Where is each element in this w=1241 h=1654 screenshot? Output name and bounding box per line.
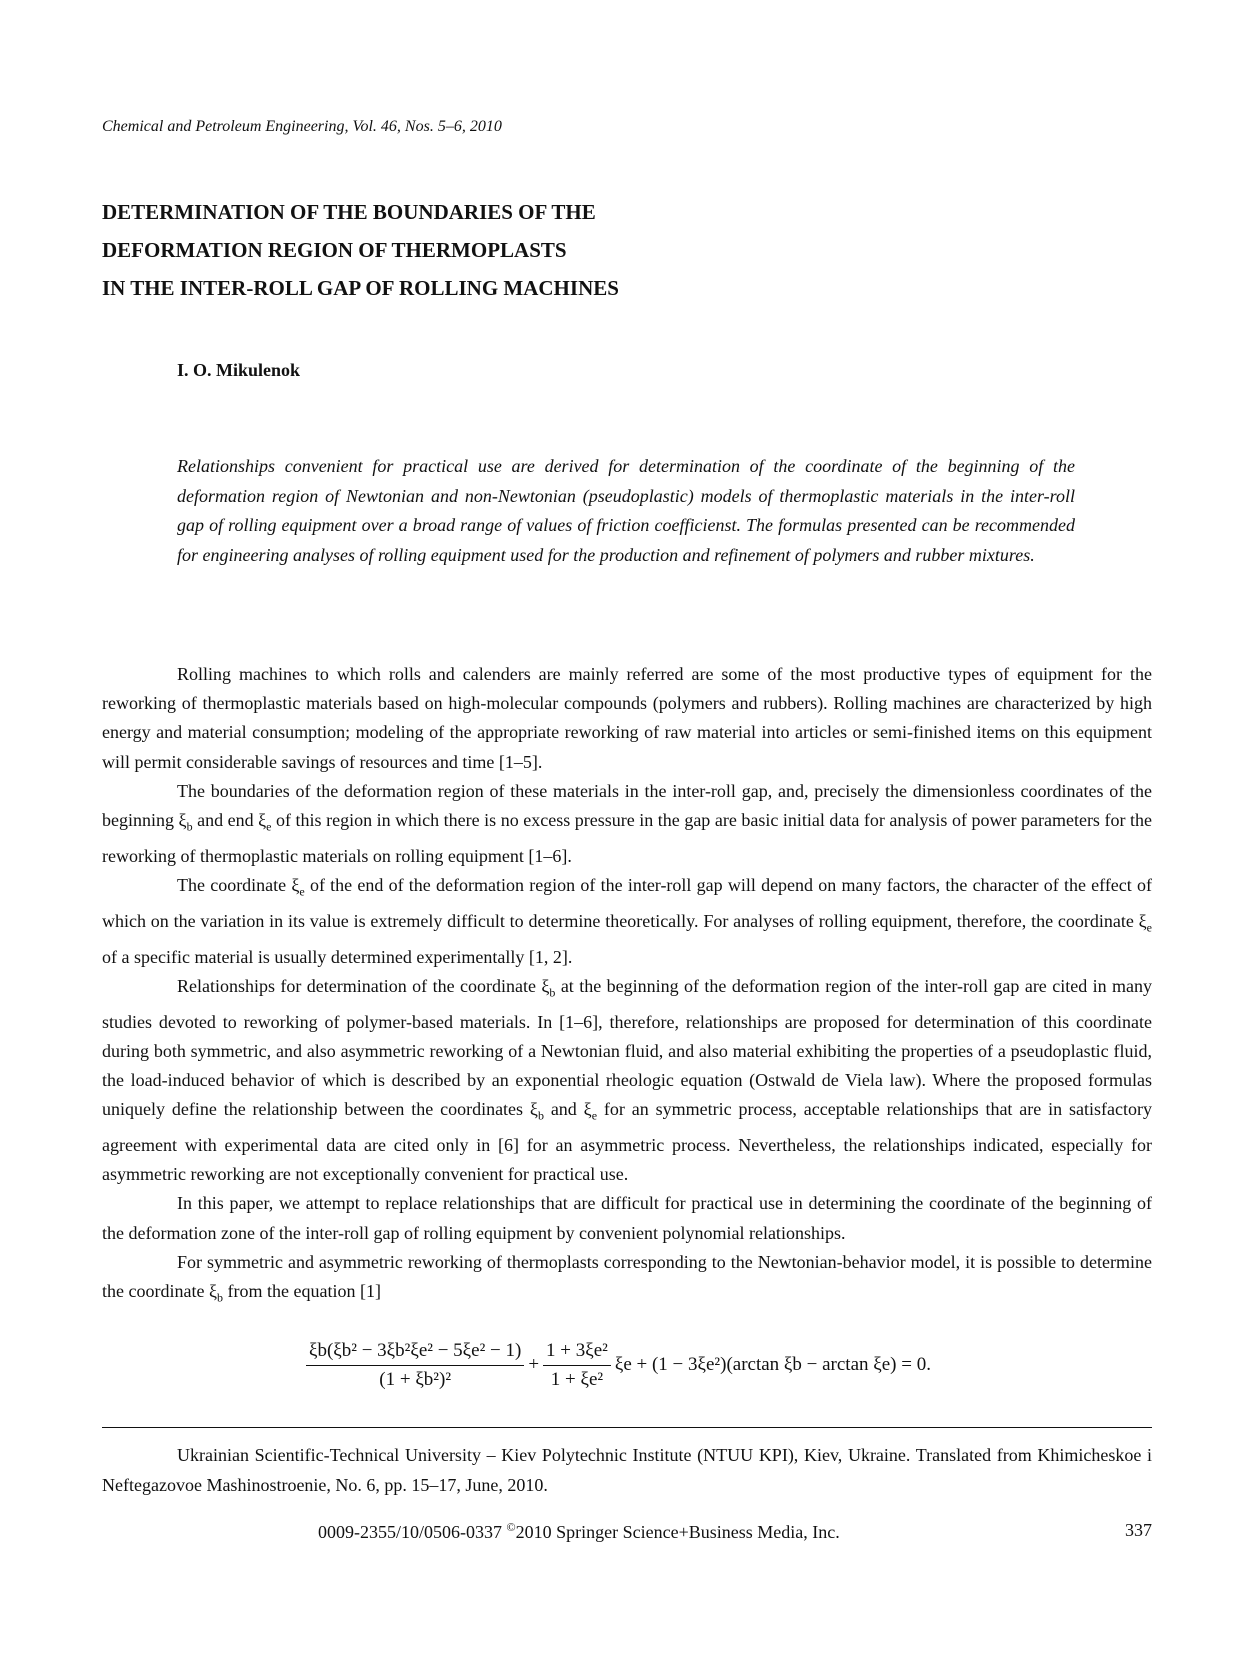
abstract: Relationships convenient for practical use are derived for determination of the coordinate of the beginning of the deformation region of Newtonian and non-Newtonian (pseudoplastic) models of thermoplastic materials in the inter-roll gap of rolling equipment over a broad range of values of friction coefficienst. The formulas presented can be recommended for engineering analyses of rolling equipment used for the production and refinement of polymers and rubber mixtures.: [177, 456, 1075, 566]
journal-header: Chemical and Petroleum Engineering, Vol. 46, Nos. 5–6, 2010: [102, 118, 502, 135]
title-line-2: DEFORMATION REGION OF THERMOPLASTS: [102, 238, 567, 262]
equation-fraction-1: [306, 1340, 524, 1391]
equation-remainder: ξe + (1 − 3ξe²)(arctan ξb − arctan ξe) = 0.: [614, 1354, 931, 1375]
equation-plus: +: [528, 1354, 540, 1375]
paragraph-4: Relationships for determination of the coordinate $\xi_b$ at the beginning of the deformation region of the inter-roll gap are cited in many studies devoted to reworking of polymer-based materials. In [1–6], therefore, relationships are proposed for determination of this coordinate during both symmetric, and also asymmetric reworking of a Newtonian fluid, and also material exhibiting the properties of a pseudoplastic fluid, the load-induced behavior of which is described by an exponential rheologic equation (Ostwald de Viela law). Where the proposed formulas uniquely define the relationship between the coordinates $\xi_b$ and $\xi_e$ for an symmetric process, acceptable relationships that are in satisfactory agreement with experimental data are cited only in [6] for an asymmetric process. Nevertheless, the relationships indicated, especially for asymmetric reworking are not exceptionally convenient for practical use.: [102, 975, 1152, 1185]
equation-1: [302, 1330, 982, 1400]
paragraph-6: For symmetric and asymmetric reworking of thermoplasts corresponding to the Newtonian-behavior model, it is possible to determine the coordinate $\xi_b$ from the equation [1]: [102, 1251, 1152, 1305]
fraction-2-numerator: 1 + 3ξe²: [543, 1340, 611, 1366]
copyright-line: 0009-2355/10/0506-0337 ©2010 Springer Science+Business Media, Inc.: [318, 1520, 840, 1542]
article-title: [102, 193, 619, 307]
title-line-3: IN THE INTER-ROLL GAP OF ROLLING MACHINES: [102, 276, 619, 300]
equation-fraction-2: [543, 1340, 611, 1391]
paragraph-3: The coordinate $\xi_e$ of the end of the deformation region of the inter-roll gap will depend on many factors, the character of the effect of which on the variation in its value is extremely difficult to determine theoretically. For analyses of rolling equipment, therefore, the coordinate $\xi_e$ of a specific material is usually determined experimentally [1, 2].: [102, 875, 1152, 967]
fraction-2-denominator: 1 + ξe²: [550, 1368, 604, 1390]
copyright-symbol: ©: [506, 1520, 516, 1534]
paragraph-1: Rolling machines to which rolls and calenders are mainly referred are some of the most productive types of equipment for the reworking of thermoplastic materials based on high-molecular compounds (polymers and rubbers). Rolling machines are characterized by high energy and material consumption; modeling of the appropriate reworking of raw material into articles or semi-finished items on this equipment will permit considerable savings of resources and time [1–5].: [102, 664, 1152, 772]
fraction-1-denominator: (1 + ξb²)²: [379, 1368, 452, 1390]
body-text: [102, 660, 1152, 1313]
fraction-1-numerator: ξb(ξb² − 3ξb²ξe² − 5ξe² − 1): [306, 1340, 524, 1366]
paragraph-5: In this paper, we attempt to replace relationships that are difficult for practical use in determining the coordinate of the beginning of the deformation zone of the inter-roll gap of rolling equipment by convenient polynomial relationships.: [102, 1193, 1152, 1243]
paragraph-2: The boundaries of the deformation region of these materials in the inter-roll gap, and, precisely the dimensionless coordinates of the beginning $\xi_b$ and end $\xi_e$ of this region in which there is no excess pressure in the gap are basic initial data for analysis of power parameters for the reworking of thermoplastic materials on rolling equipment [1–6].: [102, 780, 1152, 866]
page-number: 337: [1125, 1520, 1152, 1540]
title-line-1: DETERMINATION OF THE BOUNDARIES OF THE: [102, 200, 596, 224]
author-name: I. O. Mikulenok: [177, 360, 301, 380]
affiliation-footnote: Ukrainian Scientific-Technical University – Kiev Polytechnic Institute (NTUU KPI), Kiev, Ukraine. Translated from Khimicheskoe i Neftegazovoe Mashinostroenie, No. 6, pp. 15–17, June, 2010.: [102, 1445, 1152, 1495]
footnote-divider: [102, 1427, 1152, 1428]
